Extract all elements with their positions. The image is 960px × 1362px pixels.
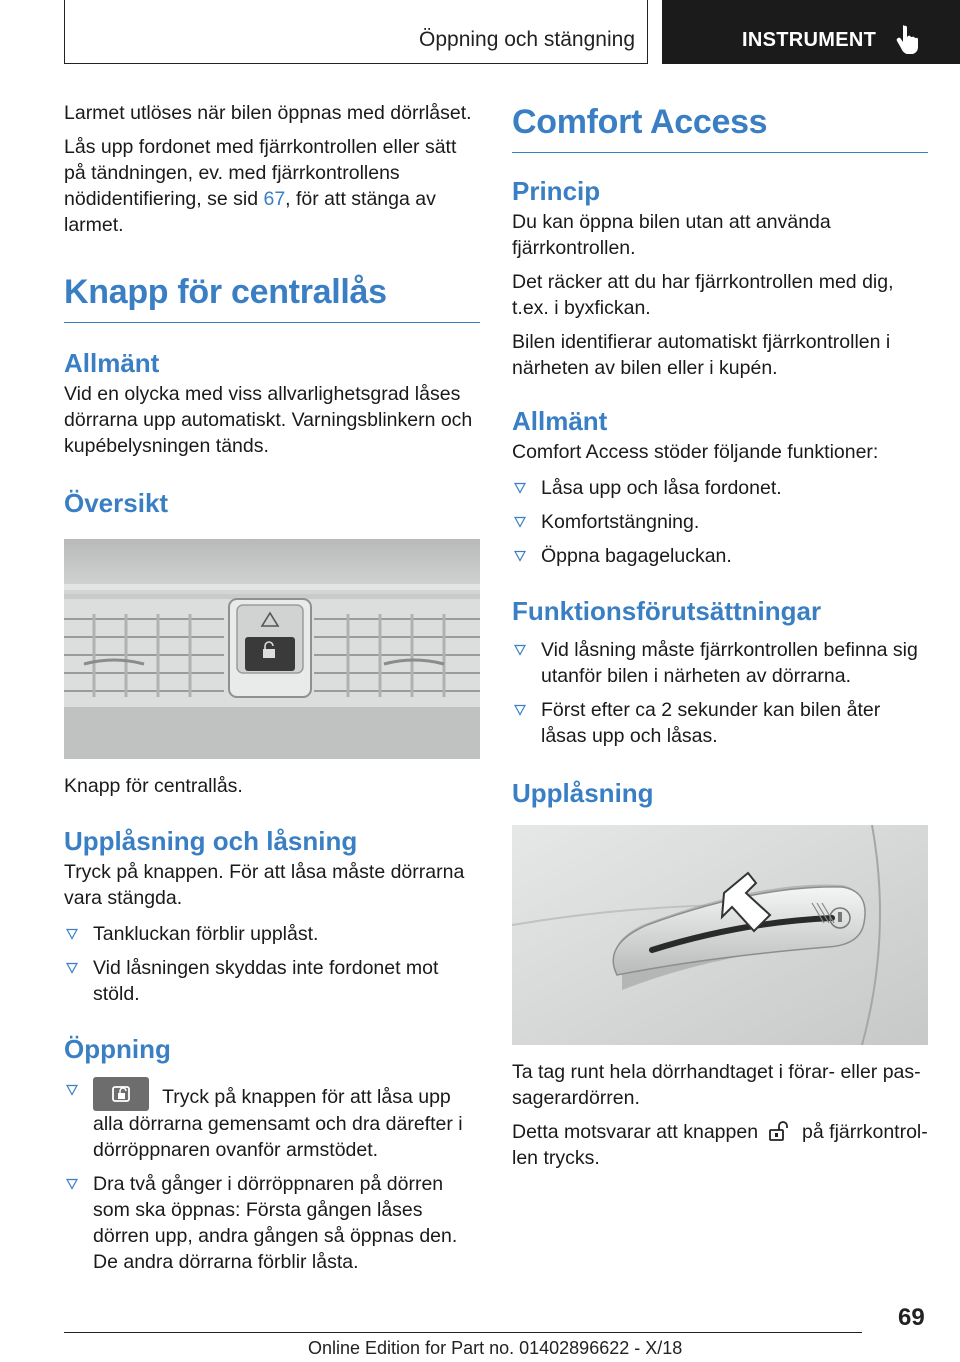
unlocking-heading: Upplåsning: [512, 778, 654, 808]
header-chapter-title: INSTRUMENT: [742, 29, 877, 51]
dashboard-vents-illustration: [64, 539, 480, 759]
list-item: Dra två gånger i dörröppnaren på dörren som ska öppnas: Första gången låses dörren upp, andra gången så öppnas den. De andra dörrarna förblir låsta.: [64, 1171, 480, 1275]
triangle-bullet-icon: [66, 1178, 78, 1190]
list-item: Öppna bagageluckan.: [512, 543, 928, 569]
unlocking-text-1: Ta tag runt hela dörrhandtaget i förar- eller passagerardörren.: [512, 1061, 921, 1109]
triangle-bullet-icon: [514, 482, 526, 494]
triangle-bullet-icon: [66, 1084, 78, 1096]
list-item: Tankluckan förblir upplåst.: [64, 921, 480, 947]
unlocking-text-2: Detta motsvarar att knappen på fjärrkontrollen trycks.: [512, 1121, 928, 1169]
opening-list: [64, 1077, 480, 1275]
central-lock-button-icon: [93, 1077, 149, 1111]
principle-heading: Princip: [512, 176, 601, 206]
general-heading: Allmänt: [512, 406, 608, 436]
comfort-access-heading: Comfort Access: [512, 102, 928, 153]
footer-edition-text: Online Edition for Part no. 01402896622 - X/18: [308, 1338, 683, 1358]
principle-text-2: Det räcker att du har fjärrkontrollen med dig, t.ex. i byxfickan.: [512, 271, 894, 319]
list-item: Vid låsningen skyddas inte fordonet mot stöld.: [64, 955, 480, 1007]
requirements-heading: Funktionsförutsättningar: [512, 596, 822, 626]
pointing-hand-icon: [896, 24, 920, 54]
list-item: Komfortstängning.: [512, 509, 928, 535]
page-ref-link[interactable]: 67: [263, 188, 286, 210]
unlock-lock-heading: Upplåsning och låsning: [64, 826, 358, 856]
triangle-bullet-icon: [514, 704, 526, 716]
list-item: Låsa upp och låsa fordonet.: [512, 475, 928, 501]
general-heading: Allmänt: [64, 348, 160, 378]
general-text: Comfort Access stöder följande funktioner:: [512, 441, 879, 463]
opening-heading: Öppning: [64, 1034, 171, 1064]
requirements-list: [512, 637, 928, 749]
central-lock-figure: [64, 539, 480, 759]
right-column: [512, 98, 928, 1171]
alarm-intro-text: Larmet utlöses när bilen öppnas med dörrlåset.: [64, 102, 472, 124]
principle-text-1: Du kan öppna bilen utan att använda fjärrkontrollen.: [512, 211, 831, 259]
unlock-icon: [768, 1121, 792, 1141]
header-section-title: Öppning och stängning: [419, 28, 635, 51]
list-item: Tryck på knappen för att låsa upp alla dörrarna gemensamt och dra därefter i dörröppnaren ovanför armstödet.: [64, 1077, 480, 1163]
header-section-box: [64, 0, 648, 64]
central-lock-heading: Knapp för centrallås: [64, 272, 480, 323]
left-column: [64, 98, 480, 1275]
figure-caption: Knapp för centrallås.: [64, 775, 243, 797]
principle-text-3: Bilen identifierar automatiskt fjärrkontrollen i närheten av bilen eller i kupén.: [512, 331, 891, 379]
list-item: Först efter ca 2 sekunder kan bilen åter låsas upp och låsas.: [512, 697, 928, 749]
door-handle-illustration: [512, 825, 928, 1045]
triangle-bullet-icon: [514, 644, 526, 656]
general-text: Vid en olycka med viss allvarlighetsgrad låses dörrarna upp automatiskt. Varningsblinkern och kupébelysningen tänds.: [64, 383, 473, 457]
unlock-lock-list: [64, 921, 480, 1007]
triangle-bullet-icon: [514, 516, 526, 528]
alarm-disable-text: Lås upp fordonet med fjärrkontrollen eller sätt på tändningen, ev. med fjärrkontrollens nödidentifiering, se sid 67, för att stänga av larmet.: [64, 136, 457, 236]
triangle-bullet-icon: [66, 962, 78, 974]
footer-divider: [64, 1332, 862, 1333]
unlock-lock-text: Tryck på knappen. För att låsa måste dörrarna vara stängda.: [64, 861, 465, 909]
triangle-bullet-icon: [514, 550, 526, 562]
functions-list: [512, 475, 928, 569]
door-handle-figure: [512, 825, 928, 1045]
header-chapter-tab[interactable]: [662, 0, 960, 64]
overview-heading: Översikt: [64, 488, 169, 518]
triangle-bullet-icon: [66, 928, 78, 940]
page-number: 69: [898, 1304, 925, 1331]
list-item: Vid låsning måste fjärrkontrollen befinna sig utanför bilen i närheten av dörrarna.: [512, 637, 928, 689]
